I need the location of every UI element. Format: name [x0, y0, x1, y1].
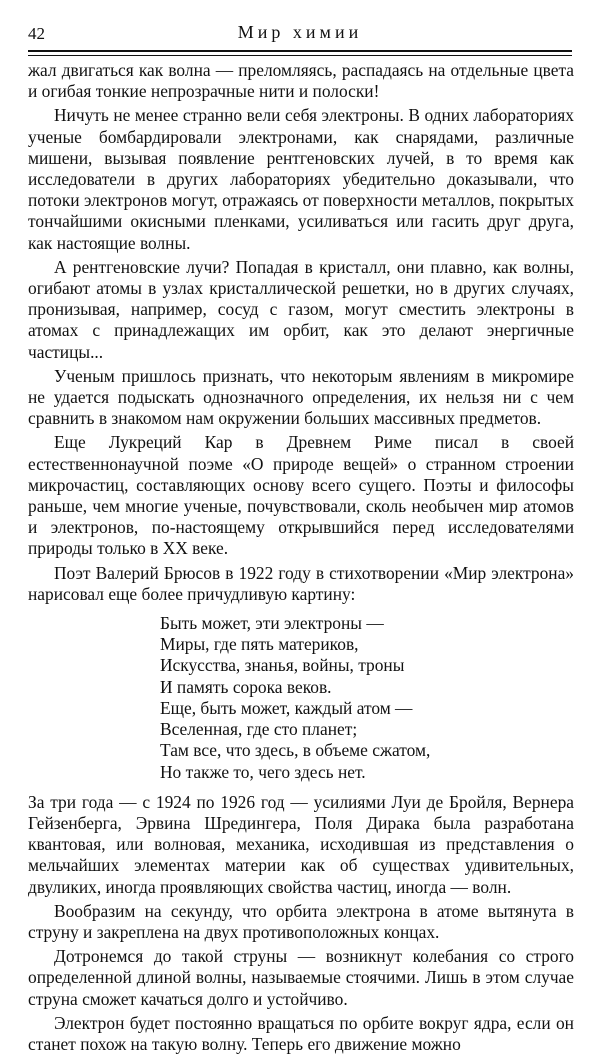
paragraph: Вообразим на секунду, что орбита электрона в атоме вытянута в струну и закреплена на двух противоположных концах.: [28, 900, 574, 942]
poem-line: Быть может, эти электроны —: [160, 613, 384, 634]
page-number: 42: [28, 24, 45, 43]
poem-line: Искусства, знанья, войны, троны: [160, 655, 405, 676]
poem-line: Еще, быть может, каждый атом —: [160, 697, 413, 718]
paragraph: А рентгеновские лучи? Попадая в кристалл, они плавно, как волны, огибают атомы в узлах кристаллической решетки, но в других случаях, пронизывая, например, сосуд с газом, могут сместить электроны в атомах с принадлежащих им орбит, как это делают энергичные частицы...: [28, 256, 574, 362]
header-rule-thick: [28, 50, 572, 52]
poem-line: Миры, где пять материков,: [160, 634, 359, 655]
page-header: [28, 18, 572, 44]
page-body: [28, 60, 574, 1058]
paragraph: Ничуть не менее странно вели себя электроны. В одних лабораториях ученые бомбардировали электронами, как снарядами, различные мишени, вызывая появление рентгеновских лучей, в то время как исследователи в других лабораториях убедительно доказывали, что потоки электронов могут, отражаясь от поверхности металлов, покрытых тончайшими окисными пленками, усиливаться или гасить друг друга, как настоящие волны.: [28, 105, 574, 253]
poem-line: И память сорока веков.: [160, 676, 332, 697]
paragraph: жал двигаться как волна — преломляясь, распадаясь на отдельные цвета и огибая тонкие непрозрачные нити и полоски!: [28, 60, 574, 102]
paragraph: Еще Лукреций Кар в Древнем Риме писал в своей естественнонаучной поэме «О природе вещей» о странном строении микрочастиц, составляющих основу всего сущего. Поэты и философы раньше, чем многие ученые, почувствовали, сколь необычен мир атомов и электронов, по-настоящему открывшийся перед исследователями природы только в XX веке.: [28, 432, 574, 559]
poem-line: Вселенная, где сто планет;: [160, 719, 358, 740]
paragraph: Электрон будет постоянно вращаться по орбите вокруг ядра, если он станет похож на такую волну. Теперь его движение можно: [28, 1012, 574, 1054]
poem-quote: [160, 613, 574, 783]
header-rule-thin: [28, 55, 572, 56]
paragraph: Ученым пришлось признать, что некоторым явлениям в микромире не удается подыскать однозначного определения, их нельзя ни с чем сравнить в знакомом нам окружении больших массивных предметов.: [28, 365, 574, 429]
running-title: Мир химии: [237, 22, 363, 42]
paragraph: Поэт Валерий Брюсов в 1922 году в стихотворении «Мир электрона» нарисовал еще более причудливую картину:: [28, 562, 574, 604]
poem-line: Но также то, чего здесь нет.: [160, 761, 366, 782]
poem-line: Там все, что здесь, в объеме сжатом,: [160, 740, 431, 761]
paragraph: За три года — с 1924 по 1926 год — усилиями Луи де Бройля, Вернера Гейзенберга, Эрвина Шредингера, Поля Дирака была разработана квантовая, или волновая, механика, исходившая из представления о мельчайших элементах материи как об существах удивительных, двуликих, иногда проявляющих свойства частиц, иногда — волн.: [28, 791, 574, 897]
paragraph: Дотронемся до такой струны — возникнут колебания со строго определенной длиной волны, называемые стоячими. Лишь в этом случае струна сможет качаться долго и устойчиво.: [28, 946, 574, 1009]
